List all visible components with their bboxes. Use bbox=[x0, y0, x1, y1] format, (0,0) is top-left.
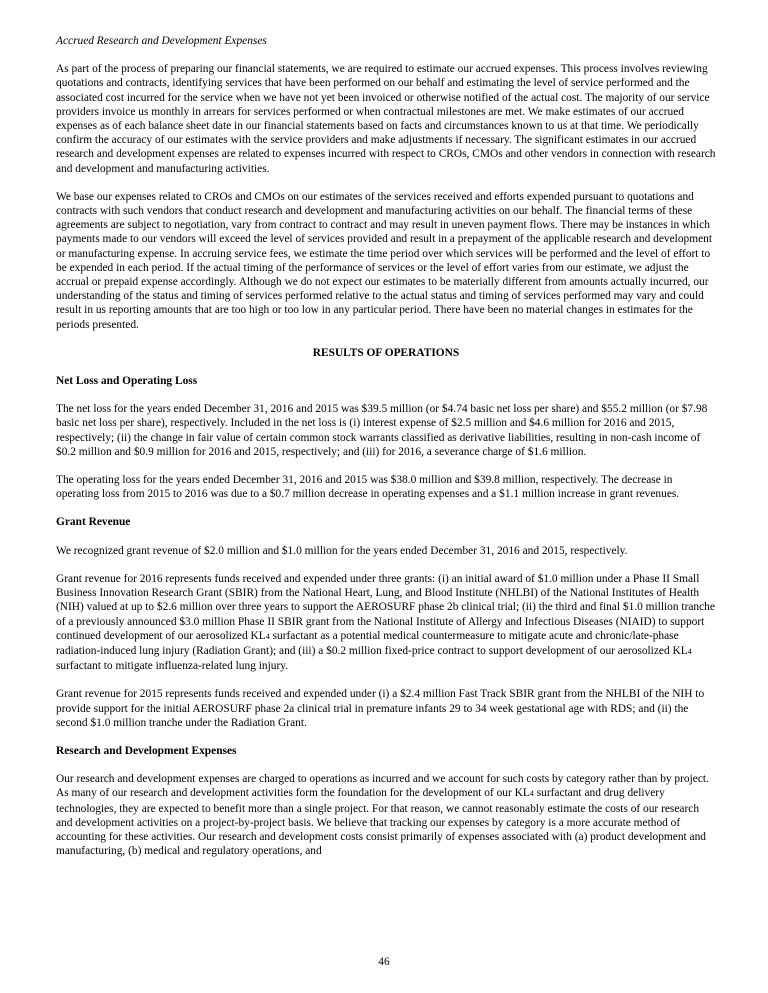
grant-p2-part-a: Grant revenue for 2016 represents funds received and expended under three grants: (i) an initial award of $1.0 million under a Phase II Small Business Innovation Research Grant (SBIR) from the National Heart, Lung, and Blood Institute (NHLBI) of the National Institutes of Health (NIH) valued at up to $2.6 million over three years to support the AEROSURF phase 2b clinical trial; (ii) the third and final $1.0 million tranche of a previously announced $3.0 million Phase II SBIR grant from the National Institute of Allergy and Infectious Diseases (NIAID) to support continued development of our aerosolized KL bbox=[56, 572, 715, 642]
grant-revenue-heading: Grant Revenue bbox=[56, 516, 131, 529]
grant-paragraph-1: We recognized grant revenue of $2.0 million and $1.0 million for the years ended December 31, 2016 and 2015, respectively. bbox=[56, 544, 628, 557]
accrued-rd-heading: Accrued Research and Development Expenses bbox=[56, 35, 267, 47]
rd-paragraph-1 bbox=[56, 772, 716, 858]
results-of-operations-title: RESULTS OF OPERATIONS bbox=[312, 346, 460, 359]
rd-p1-part-a: Our research and development expenses are charged to operations as incurred and we account for such costs by category rather than by project. As many of our research and development activities form the foundation for the development of our KL bbox=[56, 773, 709, 800]
net-loss-heading: Net Loss and Operating Loss bbox=[56, 375, 198, 388]
page-number: 46 bbox=[378, 956, 390, 968]
grant-p2-part-c: surfactant to mitigate influenza-related lung injury. bbox=[56, 660, 289, 673]
grant-paragraph-3: Grant revenue for 2015 represents funds received and expended under (i) a $2.4 million Fast Track SBIR grant from the NHLBI of the NIH to provide support for the initial AEROSURF phase 2a clinical trial in premature infants 29 to 34 week gestational age with RDS; and (ii) the second $1.0 million tranche under the Radiation Grant. bbox=[56, 688, 705, 729]
accrued-paragraph-1: As part of the process of preparing our financial statements, we are required to estimate our accrued expenses. This process involves reviewing quotations and contracts, identifying services that have been performed on our behalf and estimating the level of service performed and the associated cost incurred for the service when we have not yet been invoiced or otherwise notified of the actual cost. The majority of our service providers invoice us monthly in arrears for services performed or when contractual milestones are met. We make estimates of our accrued expenses as of each balance sheet date in our financial statements based on facts and circumstances known to us at that time. We periodically confirm the accuracy of our estimates with the service providers and make adjustments if necessary. The significant estimates in our accrued research and development expenses are related to expenses incurred with respect to CROs, CMOs and other vendors in connection with research and development and manufacturing activities. bbox=[56, 63, 716, 175]
rd-expenses-heading: Research and Development Expenses bbox=[56, 744, 237, 757]
document-page bbox=[56, 34, 716, 872]
net-loss-paragraph-2: The operating loss for the years ended December 31, 2016 and 2015 was $38.0 million and $39.8 million, respectively. The decrease in operating loss from 2015 to 2016 was due to a $0.7 million decrease in operating expenses and a $1.1 million increase in grant revenues. bbox=[56, 474, 680, 501]
rd-p1-part-b: surfactant and drug delivery technologies, they are expected to benefit more than a single project. For that reason, we cannot reasonably estimate the costs of our research and development activities on a project-by-project basis. We believe that tracking our expenses by category is a more accurate method of accounting for these activities. Our research and development costs consist primarily of expenses associated with (a) product development and manufacturing, (b) medical and regulatory operations, and bbox=[56, 787, 707, 858]
kl4-subscript: 4 bbox=[265, 631, 270, 641]
accrued-paragraph-2: We base our expenses related to CROs and CMOs on our estimates of the services received and efforts expended pursuant to quotations and contracts with such vendors that conduct research and development and manufacturing activities on our behalf. The financial terms of these agreements are subject to negotiation, vary from contract to contract and may result in uneven payment flows. There may be instances in which payments made to our vendors will exceed the level of services provided and result in a prepayment of the applicable research and development or manufacturing expense. In accruing service fees, we estimate the time period over which services will be performed and the level of effort to be expended in each period. If the actual timing of the performance of services or the level of effort varies from our estimate, we adjust the accrual or prepaid expense accordingly. Although we do not expect our estimates to be materially different from amounts actually incurred, our understanding of the status and timing of services performed relative to the actual status and timing of services performed may vary and could result in us reporting amounts that are too high or too low in any particular period. There have been no material changes in estimates for the periods presented. bbox=[56, 190, 712, 331]
net-loss-paragraph-1: The net loss for the years ended December 31, 2016 and 2015 was $39.5 million (or $4.74 basic net loss per share) and $55.2 million (or $7.98 basic net loss per share), respectively. Included in the net loss is (i) interest expense of $2.5 million and $4.6 million for 2016 and 2015, respectively; (ii) the change in fair value of certain common stock warrants classified as derivative liabilities, resulting in non-cash income of $0.2 million and $0.9 million for 2016 and 2015, respectively; and (iii) for 2016, a severance charge of $1.6 million. bbox=[56, 403, 708, 458]
kl4-subscript: 4 bbox=[529, 789, 534, 799]
grant-paragraph-2 bbox=[56, 572, 716, 673]
grant-p2-part-b: surfactant as a potential medical countermeasure to mitigate acute and chronic/late-phase radiation-induced lung injury (Radiation Grant); and (iii) a $0.2 million fixed-price contract to support development of our aerosolized KL bbox=[56, 629, 688, 657]
kl4-subscript: 4 bbox=[687, 646, 692, 656]
